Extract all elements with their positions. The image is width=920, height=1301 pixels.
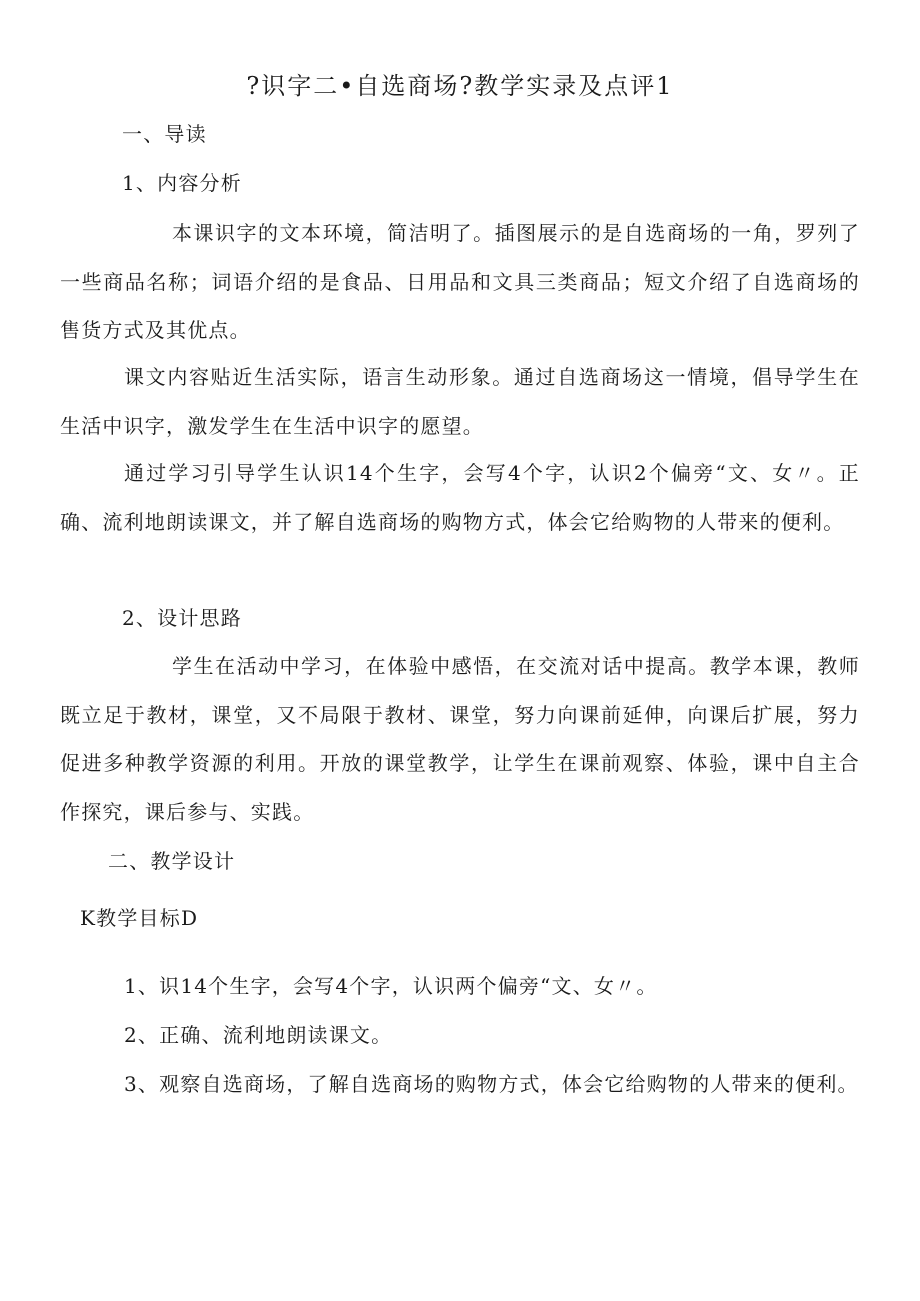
section-heading-guide: 一、导读 [122, 122, 207, 146]
paragraph-content-2: 课文内容贴近生活实际，语言生动形象。通过自选商场这一情境，倡导学生在生活中识字，激发学生在生活中识字的愿望。 [60, 365, 860, 438]
goal-item-1: 1、识14个生字，会写4个字，认识两个偏旁“文、女〃。 [124, 974, 658, 998]
document-title: ?识字二•自选商场?教学实录及点评1 [246, 72, 674, 100]
paragraph-content-3: 通过学习引导学生认识14个生字，会写4个字，认识2个偏旁“文、女〃。正确、流利地朗读课文，并了解自选商场的购物方式，体会它给购物的人带来的便利。 [60, 461, 860, 534]
paragraph-design-idea: 学生在活动中学习，在体验中感悟，在交流对话中提高。教学本课，教师既立足于教材，课堂，又不局限于教材、课堂，努力向课前延伸，向课后扩展，努力促进多种教学资源的利用。开放的课堂教学，让学生在课前观察、体验，课中自主合作探究，课后参与、实践。 [60, 654, 860, 824]
paragraph-content-1: 本课识字的文本环境，简洁明了。插图展示的是自选商场的一角，罗列了一些商品名称；词语介绍的是食品、日用品和文具三类商品；短文介绍了自选商场的售货方式及其优点。 [60, 221, 860, 342]
section-heading-teaching-design: 二、教学设计 [108, 849, 236, 873]
goal-item-3: 3、观察自选商场，了解自选商场的购物方式，体会它给购物的人带来的便利。 [124, 1072, 859, 1096]
goal-item-2: 2、正确、流利地朗读课文。 [124, 1023, 393, 1047]
subheading-design-idea: 2、设计思路 [122, 606, 242, 630]
subheading-content-analysis: 1、内容分析 [122, 171, 242, 195]
subheading-teaching-goals: K教学目标D [80, 906, 199, 930]
